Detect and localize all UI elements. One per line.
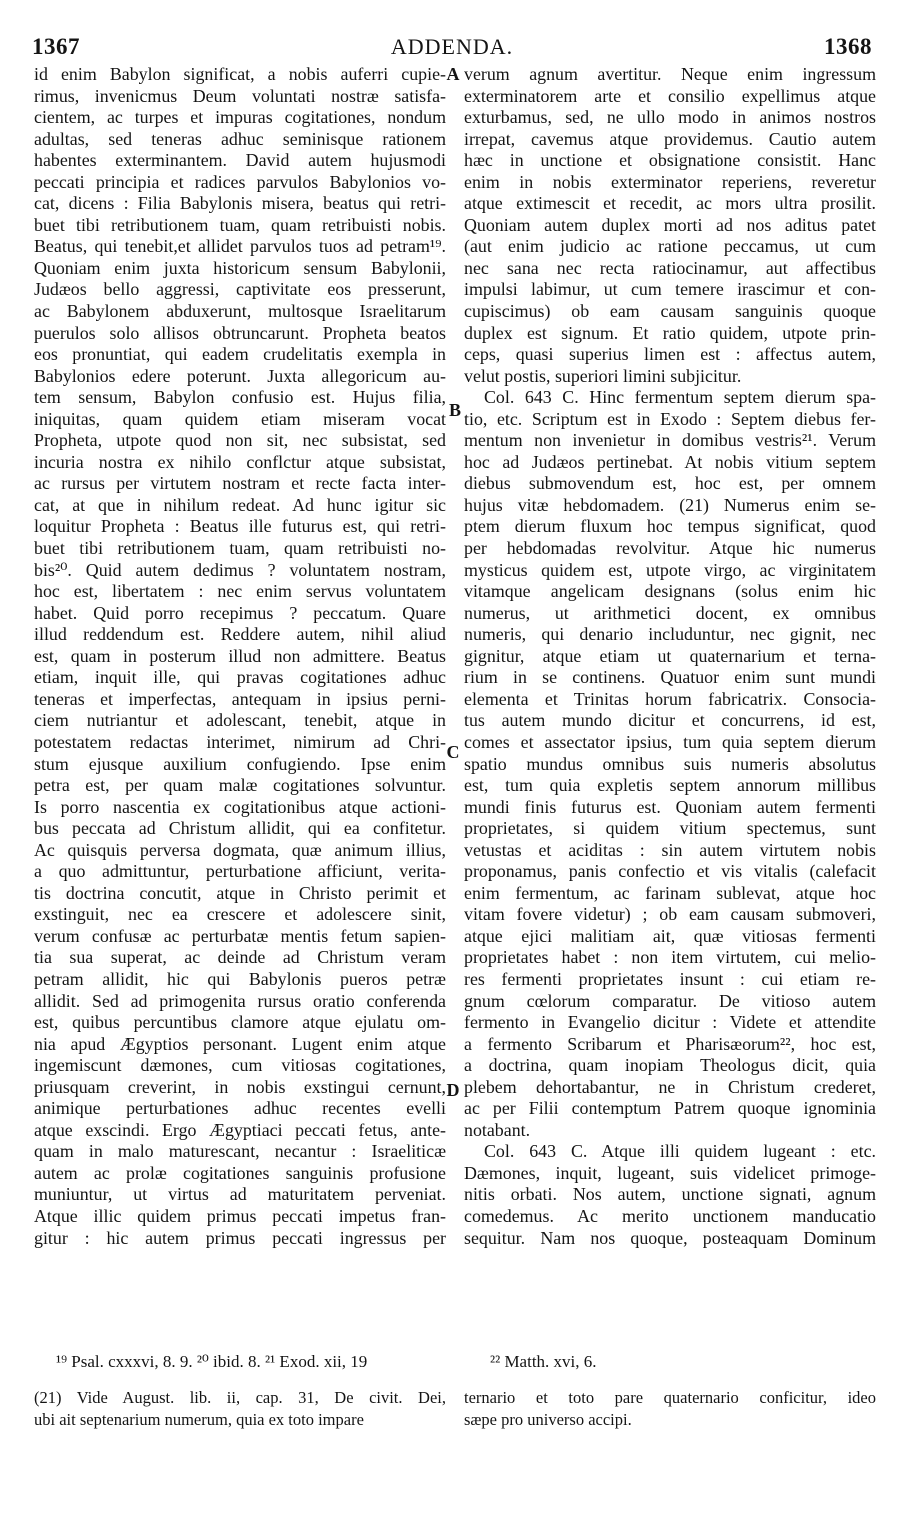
text-line: mundi finis futurus est. Quoniam autem fermenti	[464, 796, 876, 817]
footnote-refs-right: ²² Matth. xvi, 6.	[490, 1352, 597, 1371]
text-line: diebus submovendum est, hoc est, per omnem	[464, 473, 876, 494]
text-line: iniquitas, quam quidem etiam miseram vocat	[34, 408, 446, 429]
text-line: nec sana nec recta ratiocinamur, aut affectibus	[464, 257, 876, 278]
text-line: per hebdomadas revolvitur. Atque hic numerus	[464, 538, 876, 559]
text-line: Judæos bello aggressi, captivitate eos presserunt,	[34, 279, 446, 300]
text-line: rium in se continens. Quatuor enim sunt mundi	[464, 667, 876, 688]
text-line: res fermenti proprietates insunt : cui etiam re-	[464, 968, 876, 989]
text-line: ac per Filii contemptum Patrem quoque ignominia	[464, 1098, 876, 1119]
text-line: enim fermentum, ac farinam sublevat, atque hoc	[464, 882, 876, 903]
text-line: Beatus, qui tenebit,et allidet parvulos tuos ad petram¹⁹.	[34, 236, 446, 257]
text-line: Propheta, utpote quod non sit, nec subsistat, sed	[34, 430, 446, 451]
text-line: Babylonios edere poterunt. Juxta allegoricum au-	[34, 365, 446, 386]
text-line: spatio mundus omnibus suis numeris absolutus	[464, 753, 876, 774]
text-line: notabant.	[464, 1119, 531, 1140]
text-line: Ac quisquis perversa dogmata, quæ animum illius,	[34, 839, 446, 860]
text-line: sequitur. Nam nos quoque, posteaquam Dominum	[464, 1227, 876, 1248]
text-line: proponamus, panis confectio et vis vitalis (calefacit	[464, 861, 876, 882]
text-line: Is porro nascentia ex cogitationibus atque actioni-	[34, 796, 446, 817]
text-line: nia apud Ægyptios personant. Lugent enim atque	[34, 1033, 446, 1054]
text-line: proprietates, si quidem vitium spectemus, sunt	[464, 818, 876, 839]
text-line: hoc ad Judæos pertinebat. At nobis vitium septem	[464, 451, 876, 472]
text-line: ac Babylonem abduxerunt, multosque Israelitarum	[34, 301, 446, 322]
text-line: nitis orbati. Nos autem, unctione signati, agnum	[464, 1184, 876, 1205]
text-line: gignitur, atque etiam ut quaternarium et terna-	[464, 645, 876, 666]
text-line: priusquam creverint, in nobis exstingui cernunt,	[34, 1076, 446, 1097]
text-line: cientem, ac turpes et impuras cogitationes, nondum	[34, 107, 446, 128]
right-page-number: 1368	[824, 34, 872, 59]
text-line: rimus, invenicmus Deum voluntati nostræ satisfa-	[34, 85, 446, 106]
text-line: est, tum quia expletis septem annorum millibus	[464, 775, 876, 796]
text-line: Col. 643 C. Atque illi quidem lugeant : etc.	[484, 1141, 876, 1162]
text-line: cupiscimus) ob eam causam sanguinis quoque	[464, 301, 876, 322]
margin-letter-a: A	[446, 64, 460, 84]
text-line: hujus vitæ hebdomadem. (21) Numerus enim se-	[464, 494, 876, 515]
text-line: habentes exterminantem. David autem hujusmodi	[34, 150, 446, 171]
text-line: (aut enim judicio ac ratione peccamus, ut cum	[464, 236, 876, 257]
text-line: buet tibi retributionem tuam, quam retribuisti nobis.	[34, 214, 446, 235]
text-line: buet tibi retributionem tuam, quam retribuisti no-	[34, 538, 446, 559]
text-line: vitam fovere videtur) ; ob eam causam submoveri,	[464, 904, 876, 925]
text-line: exterminatorem arte et consilio expellimus atque	[464, 85, 876, 106]
text-line: exturbamus, sed, ne ullo modo in animos nostros	[464, 107, 876, 128]
text-line: ac rursus per virtutem nostram et recte facta inter-	[34, 473, 446, 494]
text-line: duplex est signum. Et ratio quidem, utpote prin-	[464, 322, 876, 343]
text-line: muniuntur, ut virtus ad maturitatem perveniat.	[34, 1184, 446, 1205]
text-line: tio, etc. Scriptum est in Exodo : Septem diebus fer-	[464, 408, 876, 429]
right-text-column	[464, 64, 876, 1249]
text-line: fermento in Evangelio dicitur : Videte et attendite	[464, 1012, 876, 1033]
text-line: exstinguit, nec ea crescere et adolescere sinit,	[34, 904, 446, 925]
text-line: impulsi labimur, ut cum temere irascimur et con-	[464, 279, 876, 300]
text-line: potestatem redactas interimet, nimirum ad Chri-	[34, 731, 446, 752]
text-line: ceps, quasi superius limen est : affectus autem,	[464, 344, 876, 365]
text-line: vitamque angelicam designans (solus enim hic	[464, 581, 876, 602]
text-line: velut postis, superiori limini subjicitur.	[464, 365, 742, 386]
text-line: etiam, inquit ille, qui pravas cogitationes adhuc	[34, 667, 446, 688]
text-line: vetustas et aciditas : sin autem virtutem nobis	[464, 839, 876, 860]
text-line: incuria nostra ex nihilo conflctur atque subsistat,	[34, 451, 446, 472]
text-line: cat, dicens : Filia Babylonis misera, beatus qui retri-	[34, 193, 446, 214]
text-line: tem sensum, Babylon confusio est. Hujus filia,	[34, 387, 446, 408]
endnote-line: ubi ait septenarium numerum, quia ex toto impare	[34, 1409, 364, 1429]
text-line: mysticus quidem est, utpote virgo, ac virginitatem	[464, 559, 876, 580]
text-line: tis doctrina concutit, atque in Christo perimit et	[34, 882, 446, 903]
margin-letter-d: D	[446, 1080, 460, 1100]
text-line: adultas, sed teneras adhuc seminisque rationem	[34, 128, 446, 149]
text-line: Dæmones, inquit, lugeant, suis videlicet primoge-	[464, 1162, 876, 1183]
text-line: eos pronuntiat, qui eadem crudelitatis exempla in	[34, 344, 446, 365]
text-line: gnum cœlorum comparatur. De vitioso autem	[464, 990, 876, 1011]
text-line: a doctrina, quam inopiam Theologus dicit, quia	[464, 1055, 876, 1076]
text-line: numeris, qui denario includuntur, nec gignit, nec	[464, 624, 876, 645]
text-line: atque ejici malitiam ait, quæ vitiosas fermenti	[464, 925, 876, 946]
text-line: plebem dehortabantur, ne in Christum crederet,	[464, 1076, 876, 1097]
text-line: Quoniam enim juxta historicum sensum Babylonii,	[34, 257, 446, 278]
text-line: est, quibus percuntibus clamore atque ejulatu om-	[34, 1012, 446, 1033]
text-line: ciem nutriantur et adolescant, tenebit, atque in	[34, 710, 446, 731]
text-line: petram allidit, hic qui Babylonis pueros petræ	[34, 968, 446, 989]
text-line: irrepat, cavemus atque providemus. Cautio autem	[464, 128, 876, 149]
text-line: tus autem mundo dicitur et concurrens, id est,	[464, 710, 876, 731]
text-line: petra est, per quam malæ cogitationes solvuntur.	[34, 775, 446, 796]
text-line: habet. Quid porro recepimus ? peccatum. Quare	[34, 602, 446, 623]
text-line: hæc in unctione et obsignatione consistit. Hanc	[464, 150, 876, 171]
text-line: atque exscindi. Ergo Ægyptiaci peccati fetus, ante-	[34, 1119, 446, 1140]
footnote-refs-left: ¹⁹ Psal. cxxxvi, 8. 9. ²⁰ ibid. 8. ²¹ Exod. xii, 19	[56, 1352, 368, 1371]
endnote-left	[34, 1388, 446, 1431]
text-line: puerulos solo allisos obtruncarunt. Propheta beatos	[34, 322, 446, 343]
running-title: ADDENDA.	[390, 34, 514, 59]
page-header	[32, 34, 872, 60]
text-line: ingemiscunt dæmones, cum vitiosas cogitationes,	[34, 1055, 446, 1076]
text-line: stum ejusque auxilium confugiendo. Ipse enim	[34, 753, 446, 774]
text-line: teneras et imperfectas, antequam in ipsius perni-	[34, 688, 446, 709]
text-line: verum confusæ ac perturbatæ mentis fetum sapien-	[34, 925, 446, 946]
text-line: Quoniam autem duplex morti ad nos aditus patet	[464, 214, 876, 235]
endnote-line: (21) Vide August. lib. ii, cap. 31, De civit. Dei,	[34, 1388, 446, 1407]
left-text-column	[34, 64, 446, 1249]
text-line: comedemus. Ac merito unctionem manducatio	[464, 1205, 876, 1226]
text-line: bis²⁰. Quid autem dedimus ? voluntatem nostram,	[34, 559, 446, 580]
endnote-line: sæpe pro universo accipi.	[464, 1409, 632, 1429]
left-page-number: 1367	[32, 34, 80, 59]
text-line: a quo admittuntur, perturbatione afficiunt, verita-	[34, 861, 446, 882]
text-line: Col. 643 C. Hinc fermentum septem dierum spa-	[484, 387, 876, 408]
text-line: ptem dierum fluxum hoc tempus significat, quod	[464, 516, 876, 537]
text-line: Atque illic quidem primus peccati impetus fran-	[34, 1205, 446, 1226]
text-line: quam in malo maturescant, necantur : Israeliticæ	[34, 1141, 446, 1162]
endnote-right	[464, 1388, 876, 1431]
text-line: comes et assectator ipsius, tum quia septem dierum	[464, 731, 876, 752]
text-line: elementa et Trinitas horum fabricatrix. Consocia-	[464, 688, 876, 709]
endnote-line: ternario et toto pare quaternario conficitur, ideo	[464, 1388, 876, 1407]
margin-letter-b: B	[448, 400, 461, 420]
text-line: allidit. Sed ad primogenita rursus oratio conferenda	[34, 990, 446, 1011]
text-line: atque extimescit et recedit, ac mors ultra prosilit.	[464, 193, 876, 214]
text-line: mentum non invenietur in domibus vestris²¹. Verum	[464, 430, 876, 451]
text-line: hoc est, libertatem : nec enim servus voluntatem	[34, 581, 446, 602]
text-line: animique perturbationes adhuc recentes evelli	[34, 1098, 446, 1119]
margin-letter-c: C	[446, 742, 460, 762]
text-line: gitur : hic autem primus peccati ingressus per	[34, 1227, 446, 1248]
text-line: peccati principia et radices parvulos Babylonios vo-	[34, 171, 446, 192]
text-line: illud reddendum est. Reddere autem, nihil aliud	[34, 624, 446, 645]
text-line: loquitur Propheta : Beatus ille futurus est, qui retri-	[34, 516, 446, 537]
text-line: verum agnum avertitur. Neque enim ingressum	[464, 64, 876, 84]
text-line: est, quam in posterum illud non admittere. Beatus	[34, 645, 446, 666]
text-line: cat, at que in nihilum redeat. Ad hunc igitur sic	[34, 494, 446, 515]
text-line: proprietates habet : non item virtutem, cui melio-	[464, 947, 876, 968]
text-line: id enim Babylon significat, a nobis auferri cupie-	[34, 64, 446, 84]
text-line: tia sua superat, ac deinde ad Christum veram	[34, 947, 446, 968]
text-line: numerus, ut arithmetici docent, ex omnibus	[464, 602, 876, 623]
text-line: bus peccata ad Christum allidit, qui ea confitetur.	[34, 818, 446, 839]
text-line: autem ac prolæ cogitationes sanguinis profusione	[34, 1162, 446, 1183]
text-line: enim in nobis exterminator reperiens, reveretur	[464, 171, 876, 192]
text-line: a fermento Scribarum et Pharisæorum²², hoc est,	[464, 1033, 876, 1054]
